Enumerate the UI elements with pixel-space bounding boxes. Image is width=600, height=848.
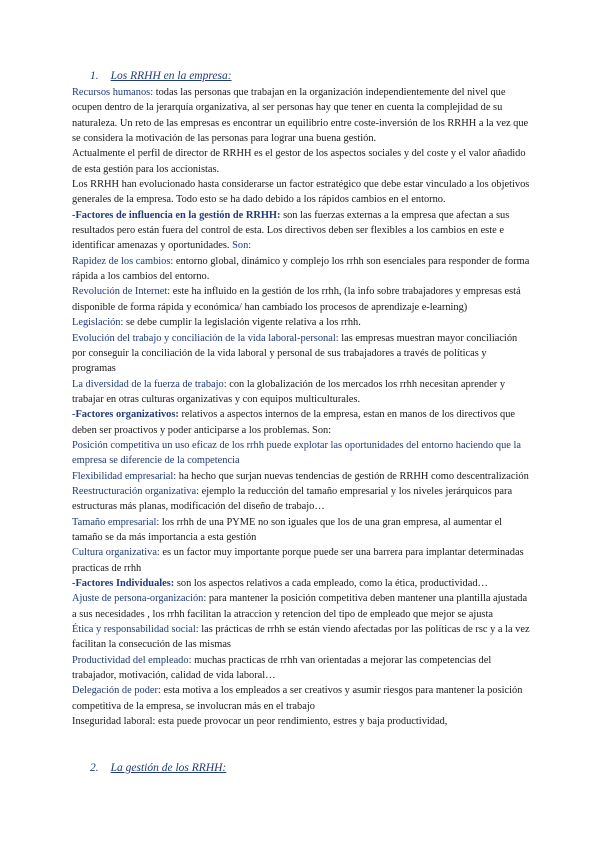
- paragraph-term: Rapidez de los cambios:: [72, 255, 174, 267]
- paragraph: [72, 208, 532, 254]
- paragraph-text: relativos a aspectos internos de la empresa, estan en manos de los directivos que deben ser proactivos y poder anticiparse a los problemas. Son:: [72, 409, 516, 436]
- paragraph: [72, 714, 532, 729]
- paragraph: [72, 177, 532, 208]
- paragraph: [72, 622, 532, 653]
- paragraph-text: Actualmente el perfil de director de RRHH es el gestor de los aspectos sociales y del coste y el valor añadido de esta gestión para los accionistas.: [72, 148, 526, 175]
- paragraph-text: muchas practicas de rrhh van orientadas a mejorar las competencias del trabajador, motivación, calidad de vida laboral…: [72, 654, 492, 682]
- paragraph-term: -Factores Individuales:: [72, 578, 175, 589]
- paragraph: [72, 407, 532, 438]
- paragraph-text: para mantener la posición competitiva deben mantener una plantilla ajustada a sus necesidades , los rrhh facilitan la atraccion y retencion del tipo de empleado que mejor se ajusta: [72, 593, 528, 620]
- paragraph: [72, 484, 532, 515]
- paragraph-term: Ética y responsabilidad social:: [72, 624, 199, 636]
- paragraph-text: ha hecho que surjan nuevas tendencias de gestión de RRHH como descentralización: [176, 470, 529, 482]
- paragraph-text: son las fuerzas externas a la empresa que afectan a sus resultados pero están fuera del control de esta. Los directivos deben ser flexibles a los cambios en este e identificar amenazas y oportunidades.: [72, 209, 510, 252]
- paragraph-text: es un factor muy importante porque puede ser una barrera para implantar determinadas practicas de rrhh: [72, 547, 524, 574]
- paragraph-text: entorno global, dinámico y complejo los rrhh son esenciales para responder de forma rápida a los cambios del entorno.: [72, 255, 530, 283]
- paragraph-text: son los aspectos relativos a cada empleado, como la ética, productividad…: [174, 578, 488, 589]
- paragraph-text: ejemplo la reducción del tamaño empresarial y los niveles jerárquicos para estructuras más planas, modificación del diseño de trabajo…: [72, 485, 513, 513]
- paragraph: [72, 377, 532, 408]
- paragraph-term: La diversidad de la fuerza de trabajo:: [72, 378, 227, 390]
- paragraph-text: Los RRHH han evolucionado hasta considerarse un factor estratégico que debe estar vinculado a los objetivos generales de la empresa. Todo esto se ha dado debido a los rápidos cambios en el entorno.: [72, 179, 530, 206]
- paragraph: [72, 284, 532, 315]
- section-heading-2: [90, 762, 226, 774]
- paragraph: [72, 331, 532, 377]
- paragraph-term: Recursos humanos:: [72, 87, 154, 98]
- heading-text: Los RRHH en la empresa:: [110, 70, 232, 82]
- paragraph: [72, 85, 532, 146]
- paragraph-suffix: Son:: [229, 240, 252, 252]
- paragraph-text: las empresas muestran mayor conciliación por conseguir la conciliación de la vida laboral y personal de sus trabajadores a través de políticas y programas: [72, 332, 518, 375]
- paragraph: [72, 576, 532, 591]
- paragraph-term: Productividad del empleado:: [72, 654, 192, 666]
- paragraph: [72, 469, 532, 484]
- paragraph-term: Ajuste de persona-organización:: [72, 593, 207, 605]
- section-heading-1: [90, 70, 232, 82]
- paragraph: [72, 545, 532, 576]
- paragraph-text: todas las personas que trabajan en la organización independientemente del nivel que ocupen dentro de la jerarquía organizativa, al ser personas hay que tener en cuenta la complejidad de su naturaleza. Un reto de las empresas es encontrar un equilibrio entre coste-inversión de los RRHH a la vez que se considera la motivación de las personas para lograr una buena gestión.: [72, 87, 529, 145]
- paragraph: [72, 515, 532, 546]
- paragraph-text: este ha influido en la gestión de los rrhh, (la info sobre trabajadores y empresas está disponible de forma rápida y económica/ han cambiado los procesos de aprendizaje e-learning): [72, 286, 521, 313]
- paragraph: [72, 438, 532, 469]
- paragraph: [72, 683, 532, 714]
- paragraph-text: las prácticas de rrhh se están viendo afectadas por las políticas de rsc y a la vez facilitan la consecución de las mismas: [72, 624, 530, 651]
- paragraph-term: -Factores de influencia en la gestión de RRHH:: [72, 209, 281, 221]
- paragraph: [72, 315, 532, 330]
- paragraph-term: Reestructuración organizativa:: [72, 485, 200, 497]
- paragraph-text: con la globalización de los mercados los rrhh necesitan aprender y trabajar en otras culturas organizativas y con equipos multiculturales.: [72, 378, 506, 405]
- heading-number: 1.: [90, 70, 99, 82]
- paragraph-term: Flexibilidad empresarial:: [72, 470, 177, 482]
- paragraph: [72, 591, 532, 622]
- paragraph-term: -Factores organizativos:: [72, 409, 179, 421]
- paragraph-term: Tamaño empresarial:: [72, 516, 160, 528]
- paragraph-term: Legislación:: [72, 317, 124, 329]
- paragraph-term: Posición competitiva un uso eficaz de los rrhh puede explotar las oportunidades del entorno haciendo que la empresa se diferencie de la competencia: [72, 439, 521, 467]
- paragraph-text: esta motiva a los empleados a ser creativos y asumir riesgos para mantener la posición competitiva de la empresa, se involucran más en el trabajo: [72, 685, 523, 712]
- paragraph-term: Cultura organizativa:: [72, 547, 160, 559]
- paragraph-term: Revolución de Internet:: [72, 286, 171, 298]
- paragraph-term: Evolución del trabajo y conciliación de la vida laboral-personal:: [72, 332, 339, 344]
- paragraph-text: se debe cumplir la legislación vigente relativa a los rrhh.: [123, 317, 361, 329]
- paragraph-text: los rrhh de una PYME no son iguales que los de una gran empresa, al aumentar el tamaño se da más importancia a esta gestión: [72, 516, 503, 543]
- heading-text: La gestión de los RRHH:: [110, 762, 227, 774]
- body-text: [72, 85, 532, 729]
- paragraph-term: Delegación de poder:: [72, 685, 161, 697]
- paragraph-text: Inseguridad laboral: esta puede provocar un peor rendimiento, estres y baja productividad,: [72, 716, 448, 728]
- paragraph: [72, 653, 532, 684]
- heading-number: 2.: [90, 762, 99, 774]
- paragraph: [72, 254, 532, 285]
- paragraph: [72, 146, 532, 177]
